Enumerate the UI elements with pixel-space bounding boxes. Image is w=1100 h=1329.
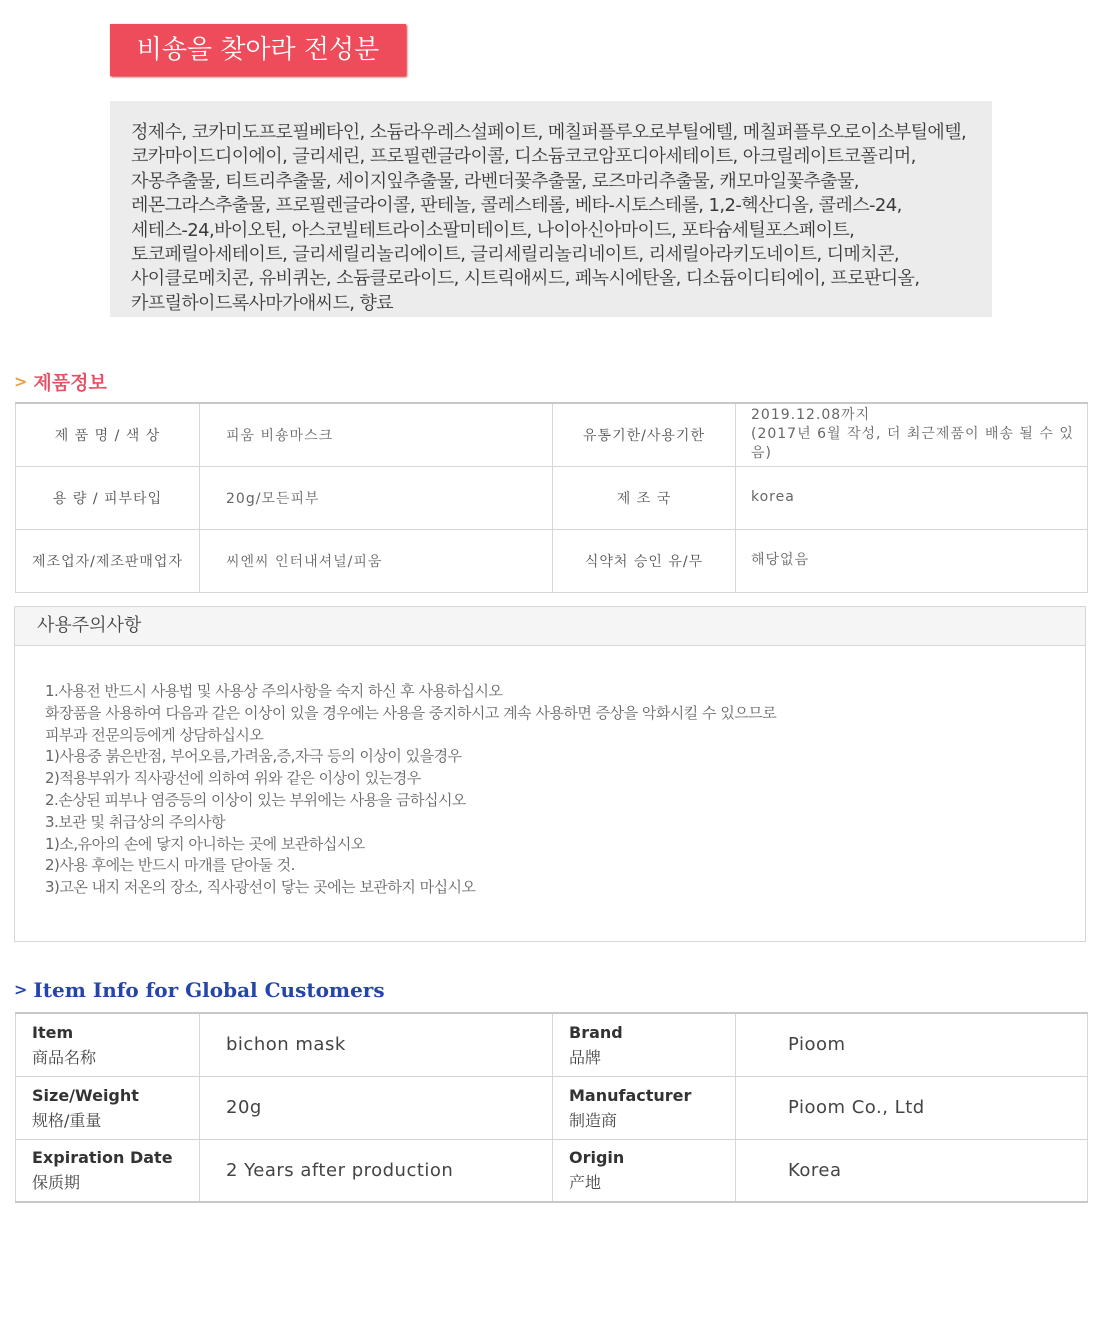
label-en: Brand <box>569 1022 623 1042</box>
label-zh: 保质期 <box>32 1173 81 1193</box>
value-product-name: 피움 비숑마스크 <box>200 403 553 466</box>
ingredients-title: 비숑을 찾아라 전성분 <box>110 24 406 76</box>
chevron-right-icon: > <box>14 372 28 391</box>
label-item <box>16 1013 200 1076</box>
label-product-name: 제 품 명 / 색 상 <box>16 403 200 466</box>
product-info-table <box>15 402 1088 593</box>
value-brand: Pioom <box>736 1013 1088 1076</box>
caution-body <box>15 646 1085 899</box>
value-expiry <box>736 403 1088 466</box>
caution-line: 1)사용중 붉은반점, 부어오름,가려움,증,자극 등의 이상이 있을경우 <box>45 747 462 766</box>
label-zh: 品牌 <box>569 1047 602 1067</box>
value-manufacturer-en: Pioom Co., Ltd <box>736 1076 1088 1139</box>
value-expiry-date: 2019.12.08까지 <box>751 407 871 424</box>
ingredients-text: 정제수, 코카미도프로필베타인, 소듐라우레스설페이트, 메칠퍼플루오로부틸에텔, 메칠퍼플루오로이소부틸에텔, 코카마이드디이에이, 글리세린, 프로필렌글라이콜, 디소듐코코암포디아세테이트, 아크릴레이트코폴리머, 자몽추출물, 티트리추출물, 세이지잎추출물, 라벤더꽃추출물, 로즈마리추출물, 캐모마일꽃추출물, 레몬그라스추출물, 프로필렌글라이콜, 판테놀, 콜레스테롤, 베타-시토스테롤, 1,2-헥산디올, 콜레스-24, 세테스-24,바이오틴, 아스코빌테트라이소팔미테이트, 나이아신아마이드, 포타슘세틸포스페이트, 토코페릴아세테이트, 글리세릴리놀리에이트, 글리세릴리놀리네이트, 리세릴아라키도네이트, 디메치콘, 사이클로메치콘, 유비퀴논, 소듐클로라이드, 시트릭애씨드, 페녹시에탄올, 디소듐이디티에이, 프로판디올, 카프릴하이드록사마가애씨드, 향료 <box>131 122 967 314</box>
label-zh: 制造商 <box>569 1110 618 1130</box>
value-volume: 20g/모든피부 <box>200 466 553 529</box>
label-zh: 规格/重量 <box>32 1110 102 1130</box>
label-zh: 商品名称 <box>32 1047 97 1067</box>
label-en: Item <box>32 1022 74 1042</box>
caution-panel <box>14 606 1086 942</box>
label-size <box>16 1076 200 1139</box>
label-manufacturer-en <box>553 1076 736 1139</box>
value-size: 20g <box>200 1076 553 1139</box>
ingredients-box <box>110 101 992 317</box>
product-info-heading <box>14 368 107 395</box>
table-row <box>16 1076 1088 1139</box>
table-row <box>16 403 1088 466</box>
label-brand <box>553 1013 736 1076</box>
label-expiration <box>16 1139 200 1202</box>
product-info-heading-label: 제품정보 <box>33 372 107 394</box>
caution-line: 피부과 전문의등에게 상담하십시오 <box>45 725 264 744</box>
global-info-table <box>15 1012 1088 1203</box>
label-approval: 식약처 승인 유/무 <box>553 529 736 592</box>
value-origin: Korea <box>736 1139 1088 1202</box>
caution-title: 사용주의사항 <box>15 607 1085 646</box>
label-zh: 产地 <box>569 1173 602 1193</box>
caution-line: 1.사용전 반드시 사용법 및 사용상 주의사항을 숙지 하신 후 사용하십시오 <box>45 682 503 700</box>
value-approval: 해당없음 <box>736 529 1088 592</box>
label-expiry: 유통기한/사용기한 <box>553 403 736 466</box>
global-info-heading-label: Item Info for Global Customers <box>33 978 385 1002</box>
caution-line: 화장품을 사용하여 다음과 같은 이상이 있을 경우에는 사용을 중지하시고 계속 사용하면 증상을 악화시킬 수 있으므로 <box>45 703 777 722</box>
value-expiration: 2 Years after production <box>200 1139 553 1202</box>
label-country: 제 조 국 <box>553 466 736 529</box>
label-origin <box>553 1139 736 1202</box>
table-row <box>16 1139 1088 1202</box>
label-en: Origin <box>569 1148 625 1168</box>
value-manufacturer: 씨엔씨 인터내셔널/피움 <box>200 529 553 592</box>
caution-line: 3)고온 내지 저온의 장소, 직사광선이 닿는 곳에는 보관하지 마십시오 <box>45 878 476 897</box>
value-country: korea <box>736 466 1088 529</box>
label-manufacturer: 제조업자/제조판매업자 <box>16 529 200 592</box>
table-row <box>16 1013 1088 1076</box>
table-row <box>16 466 1088 529</box>
caution-line: 1)소,유아의 손에 닿지 아니하는 곳에 보관하십시오 <box>45 834 365 853</box>
table-row <box>16 529 1088 592</box>
chevron-right-icon: > <box>14 980 28 999</box>
label-volume: 용 량 / 피부타입 <box>16 466 200 529</box>
value-expiry-note: (2017년 6월 작성, 더 최근제품이 배송 될 수 있음) <box>751 426 1074 462</box>
global-info-heading <box>14 978 385 1002</box>
value-item: bichon mask <box>200 1013 553 1076</box>
caution-line: 2)적용부위가 직사광선에 의하여 위와 같은 이상이 있는경우 <box>45 769 421 788</box>
label-en: Size/Weight <box>32 1085 139 1105</box>
caution-line: 2.손상된 피부나 염증등의 이상이 있는 부위에는 사용을 금하십시오 <box>45 790 466 809</box>
caution-line: 2)사용 후에는 반드시 마개를 닫아둘 것. <box>45 856 295 875</box>
label-en: Manufacturer <box>569 1085 692 1105</box>
caution-line: 3.보관 및 취급상의 주의사항 <box>45 812 226 831</box>
label-en: Expiration Date <box>32 1148 173 1168</box>
